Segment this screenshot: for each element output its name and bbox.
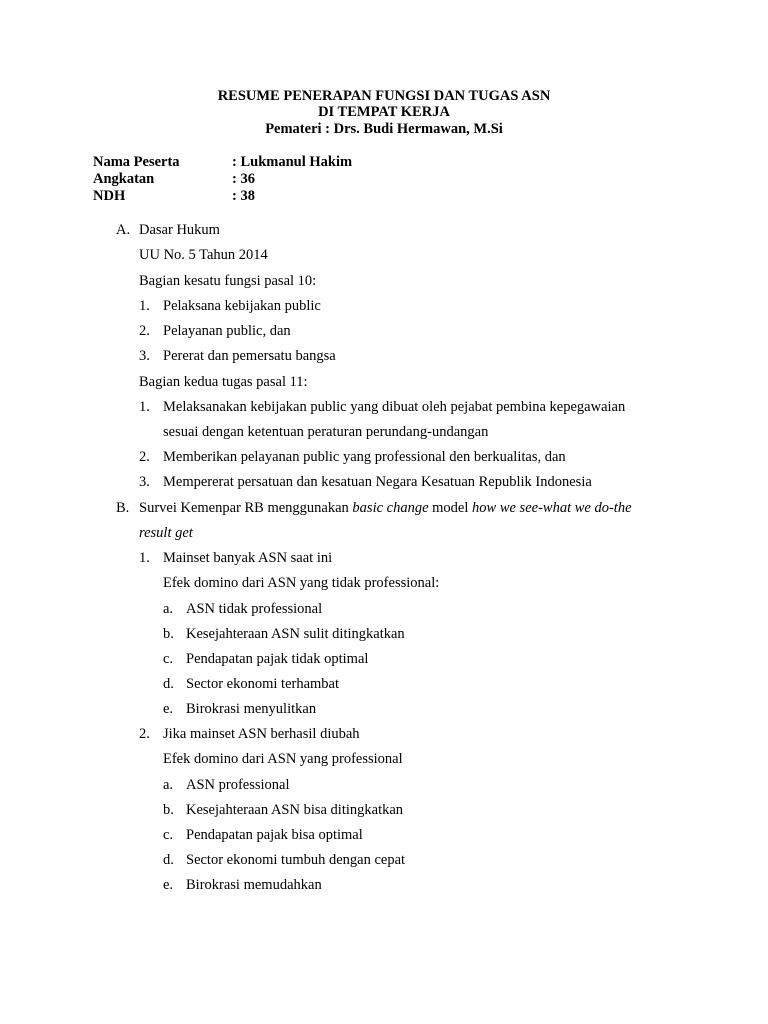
list-number: 1. <box>139 298 150 314</box>
presenter-line: Pemateri : Drs. Budi Hermawan, M.Si <box>265 121 503 137</box>
list-item: Mempererat persatuan dan kesatuan Negara Kesatuan Republik Indonesia <box>163 474 592 490</box>
info-value: : Lukmanul Hakim <box>232 154 353 170</box>
fungsi-intro: Bagian kesatu fungsi pasal 10: <box>139 273 317 289</box>
intro-emphasis: result get <box>139 525 193 541</box>
list-number: 2. <box>139 449 150 465</box>
info-value: : 36 <box>232 171 255 187</box>
sub-item: Sector ekonomi tumbuh dengan cepat <box>186 852 406 868</box>
section-b-intro-continuation <box>139 524 193 542</box>
sub-item: Birokrasi menyulitkan <box>186 701 317 717</box>
list-number: 2. <box>139 726 150 742</box>
list-number: 3. <box>139 348 150 364</box>
list-item: Jika mainset ASN berhasil diubah <box>163 726 360 742</box>
list-number: 1. <box>139 550 150 566</box>
sub-marker: c. <box>163 827 174 843</box>
sub-item: Kesejahteraan ASN sulit ditingkatkan <box>186 626 405 642</box>
list-item: Pelayanan public, dan <box>163 323 291 339</box>
list-item: Memberikan pelayanan public yang professional den berkualitas, dan <box>163 449 566 465</box>
sub-marker: d. <box>163 676 174 692</box>
tugas-intro: Bagian kedua tugas pasal 11: <box>139 374 308 390</box>
intro-emphasis: how we see-what we do-the <box>472 500 632 516</box>
list-item: Pererat dan pemersatu bangsa <box>163 348 336 364</box>
sub-item: ASN tidak professional <box>186 601 323 617</box>
info-value: : 38 <box>232 188 255 204</box>
sub-marker: d. <box>163 852 174 868</box>
intro-text: Survei Kemenpar RB menggunakan <box>139 500 353 516</box>
intro-emphasis: basic change <box>352 500 429 516</box>
document-title: RESUME PENERAPAN FUNGSI DAN TUGAS ASN <box>217 88 551 104</box>
list-item: Mainset banyak ASN saat ini <box>163 550 333 566</box>
sub-item: Kesejahteraan ASN bisa ditingkatkan <box>186 802 404 818</box>
list-item: Pelaksana kebijakan public <box>163 298 321 314</box>
info-label: Angkatan <box>93 171 155 187</box>
sub-marker: a. <box>163 777 174 793</box>
effect-line: Efek domino dari ASN yang professional <box>163 751 403 767</box>
effect-line: Efek domino dari ASN yang tidak professional: <box>163 575 440 591</box>
list-item-continuation: sesuai dengan ketentuan peraturan perundang-undangan <box>163 424 489 440</box>
sub-item: Pendapatan pajak bisa optimal <box>186 827 363 843</box>
sub-marker: b. <box>163 802 174 818</box>
intro-text: model <box>428 500 473 516</box>
sub-marker: b. <box>163 626 174 642</box>
list-number: 1. <box>139 399 150 415</box>
sub-marker: e. <box>163 877 174 893</box>
section-b-marker: B. <box>116 500 130 516</box>
list-number: 2. <box>139 323 150 339</box>
sub-marker: c. <box>163 651 174 667</box>
list-number: 3. <box>139 474 150 490</box>
document-subtitle: DI TEMPAT KERJA <box>318 104 450 120</box>
info-label: NDH <box>93 188 126 204</box>
list-item: Melaksanakan kebijakan public yang dibuat oleh pejabat pembina kepegawaian <box>163 399 626 415</box>
info-label: Nama Peserta <box>93 154 180 170</box>
sub-item: ASN professional <box>186 777 290 793</box>
section-a-heading: Dasar Hukum <box>139 222 220 238</box>
sub-marker: a. <box>163 601 174 617</box>
sub-item: Birokrasi memudahkan <box>186 877 322 893</box>
sub-item: Sector ekonomi terhambat <box>186 676 340 692</box>
section-a-marker: A. <box>116 222 131 238</box>
law-reference: UU No. 5 Tahun 2014 <box>139 247 268 263</box>
sub-marker: e. <box>163 701 174 717</box>
section-b-intro <box>139 499 632 517</box>
sub-item: Pendapatan pajak tidak optimal <box>186 651 369 667</box>
